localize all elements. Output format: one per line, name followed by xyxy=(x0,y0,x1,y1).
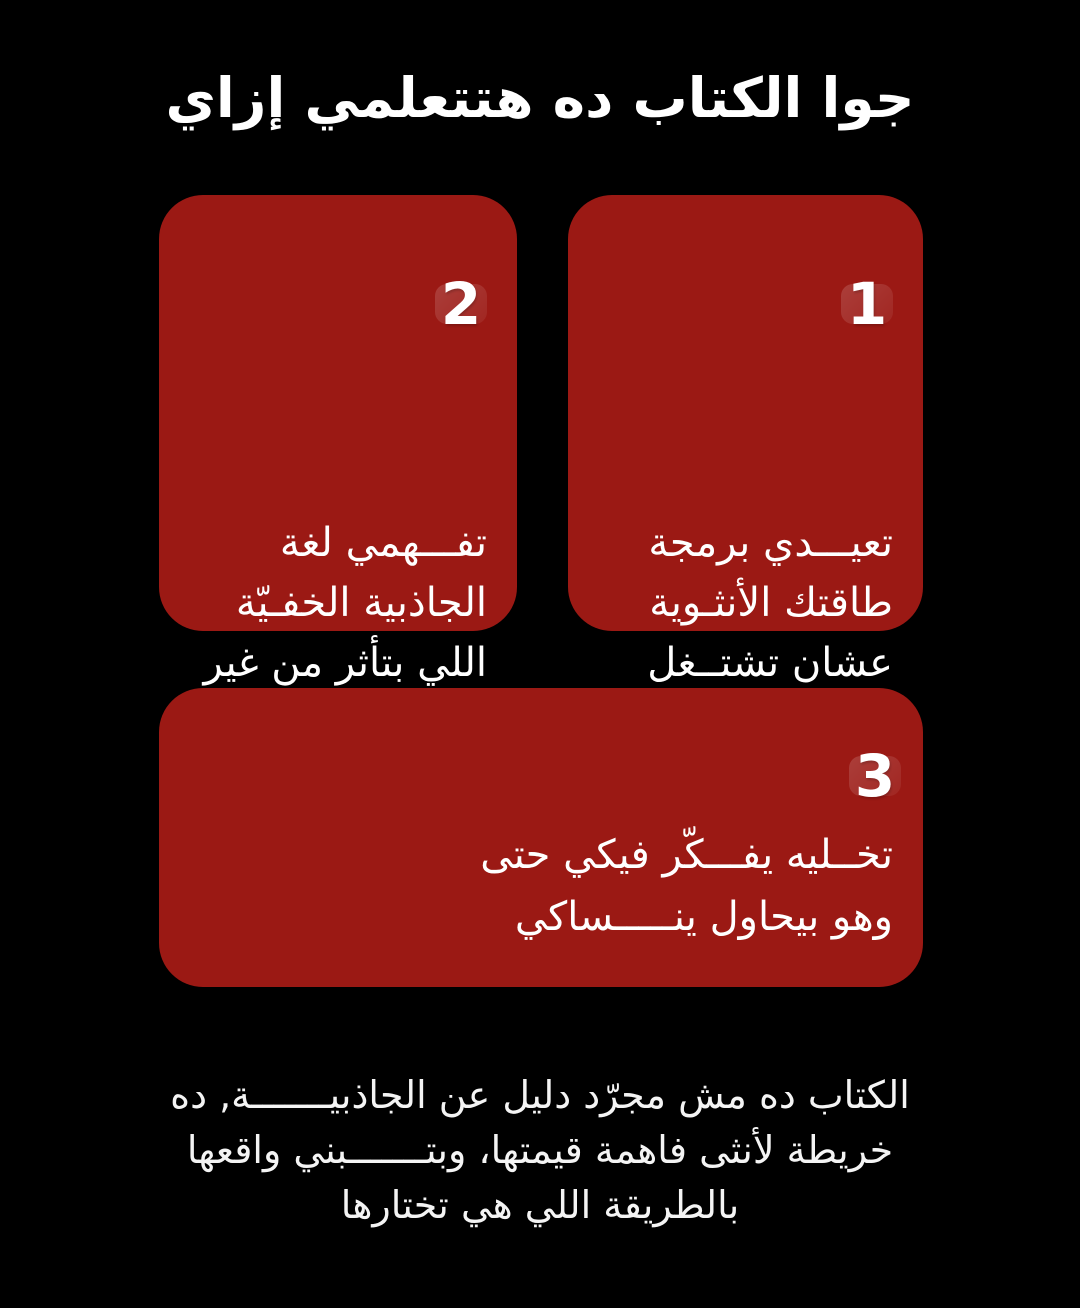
card-2-line: تفـــهمي لغة xyxy=(279,520,487,566)
number-badge-3 xyxy=(849,742,901,810)
step-number-1: 1 xyxy=(846,270,888,338)
footer-paragraph xyxy=(60,1068,1020,1233)
card-1-line: عشان تشتــغل xyxy=(647,640,893,686)
footer-line: بالطريقة اللي هي تختارها xyxy=(340,1183,740,1227)
card-step-2 xyxy=(159,195,517,686)
card-step-3 xyxy=(159,688,923,987)
card-3-line: تخــليه يفـــكّر فيكي حتى xyxy=(480,832,893,878)
card-1-line: تعيـــدي برمجة xyxy=(648,520,893,566)
card-2-line: الجاذبية الخفـيّة xyxy=(235,580,487,626)
footer-line: الكتاب ده مش مجرّد دليل عن الجاذبيـــــــة, ده xyxy=(170,1073,910,1117)
page-title: جوا الكتاب ده هتتعلمي إزاي xyxy=(165,66,915,130)
footer-line: خريطة لأنثى فاهمة قيمتها، وبتـــــــبني واقعها xyxy=(186,1128,894,1172)
number-badge-2 xyxy=(435,270,487,338)
step-number-3: 3 xyxy=(854,742,896,810)
card-1-line: طاقتك الأنثـوية xyxy=(649,580,893,626)
card-2-line: اللي بتأثر من غير xyxy=(203,640,487,686)
step-number-2: 2 xyxy=(440,270,482,338)
number-badge-1 xyxy=(841,270,893,338)
card-3-text xyxy=(183,824,893,948)
card-3-line: وهو بيحاول ينـــــساكي xyxy=(514,894,893,940)
card-step-1 xyxy=(568,195,923,686)
